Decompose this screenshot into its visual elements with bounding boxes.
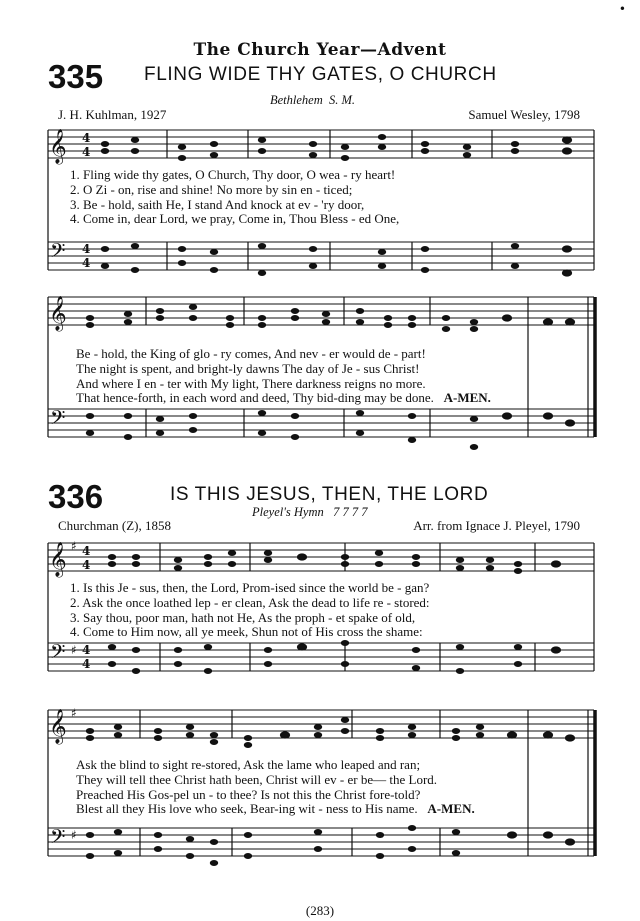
verse-line (76, 802, 475, 817)
verse-line: They will tell thee Christ hath been, Christ will ev - er be— the Lord. (76, 771, 438, 787)
verse-line: 1. Is this Je - sus, then, the Lord, Prom-ised since the world be - gan? (70, 580, 430, 595)
verse-line: Ask the blind to sight re-stored, Ask the lame who leaped and ran; (76, 757, 421, 772)
amen: A-MEN. (443, 390, 491, 406)
meter: S. M. (329, 93, 356, 107)
verse-line: 4. Come in, dear Lord, we pray, Come in, Thou Bless - ed One, (70, 211, 400, 227)
verse-line: Be - hold, the King of glo - ry comes, And nev - er would de - part! (76, 346, 426, 361)
verse-line: 3. Be - hold, saith He, I stand And knock at ev - 'ry door, (70, 196, 365, 212)
svg-text:4: 4 (82, 643, 91, 657)
page-number: (283) (305, 903, 335, 918)
svg-text:4: 4 (82, 657, 91, 671)
verse-text: That hence-forth, in each word and deed, Thy bid-ding may be done. (76, 390, 434, 406)
svg-text:♯: ♯ (71, 828, 77, 842)
verse-line: The night is spent, and bright-ly dawns The day of Je - sus Christ! (76, 360, 420, 376)
verse-block (76, 347, 491, 406)
bass-clef-icon: 𝄢 (50, 239, 66, 267)
treble-clef-icon: 𝄞 (49, 129, 67, 164)
key-signature: ♯ (71, 706, 77, 720)
verse-block (70, 168, 399, 227)
verse-line: 2. Ask the once loathed lep - er clean, Ask the dead to life re - stored: (70, 594, 430, 610)
treble-staff (48, 539, 594, 578)
verse-line: 4. Come to Him now, all ye meek, Shun not of His cross the shame: (70, 624, 423, 640)
author-credit: J. H. Kuhlman, 1927 (58, 107, 167, 122)
tune-line (252, 505, 368, 520)
page-header: The Church Year—Advent (193, 40, 447, 60)
bass-staff (48, 640, 594, 671)
tune-line (270, 93, 355, 108)
verse-line: And where I en - ter with My light, There darkness reigns no more. (76, 375, 426, 391)
bass-clef-icon: 𝄢 (50, 640, 66, 668)
verse-block (70, 581, 430, 640)
svg-text:4: 4 (82, 256, 91, 270)
composer-credit: Samuel Wesley, 1798 (468, 107, 580, 122)
svg-text:4: 4 (82, 242, 91, 256)
composer-credit: Arr. from Ignace J. Pleyel, 1790 (413, 518, 580, 533)
verse-line: Preached His Gos-pel un - to thee? Is not this the Christ fore-told? (76, 786, 421, 802)
verse-block (76, 758, 475, 817)
verse-line: 1. Fling wide thy gates, O Church, Thy door, O wea - ry heart! (70, 167, 396, 182)
author-credit: Churchman (Z), 1858 (58, 518, 172, 533)
tune-name: Pleyel's Hymn (252, 505, 324, 519)
amen: A-MEN. (427, 801, 475, 817)
treble-staff (48, 129, 594, 165)
bass-staff (48, 825, 594, 856)
bass-clef-icon: 𝄢 (50, 825, 66, 853)
time-signature: 4 (82, 544, 91, 558)
treble-clef-icon: 𝄞 (49, 709, 67, 744)
verse-text: Blest all they His love who seek, Bear-ing wit - ness to His name. (76, 801, 418, 817)
key-signature: ♯ (71, 539, 77, 553)
treble-clef-icon: 𝄞 (49, 542, 67, 577)
verse-line: 3. Say thou, poor man, hath not He, As the proph - et spake of old, (70, 609, 416, 625)
verse-line (76, 391, 491, 406)
svg-text:4: 4 (82, 145, 91, 159)
meter: 7 7 7 7 (333, 505, 368, 519)
hymn-number: 336 (48, 478, 104, 515)
hymn-title: IS THIS JESUS, THEN, THE LORD (170, 484, 489, 505)
corner-mark: • (618, 2, 626, 16)
bass-staff (48, 406, 594, 437)
hymn-title: FLING WIDE THY GATES, O CHURCH (144, 64, 497, 85)
verse-line: 2. O Zi - on, rise and shine! No more by sin en - ticed; (70, 181, 353, 197)
treble-clef-icon: 𝄞 (49, 296, 67, 331)
svg-text:♯: ♯ (71, 643, 77, 657)
bass-clef-icon: 𝄢 (50, 406, 66, 434)
hymn-number: 335 (48, 58, 104, 95)
svg-text:4: 4 (82, 558, 91, 572)
tune-name: Bethlehem (270, 93, 323, 107)
time-signature: 4 (82, 131, 91, 145)
